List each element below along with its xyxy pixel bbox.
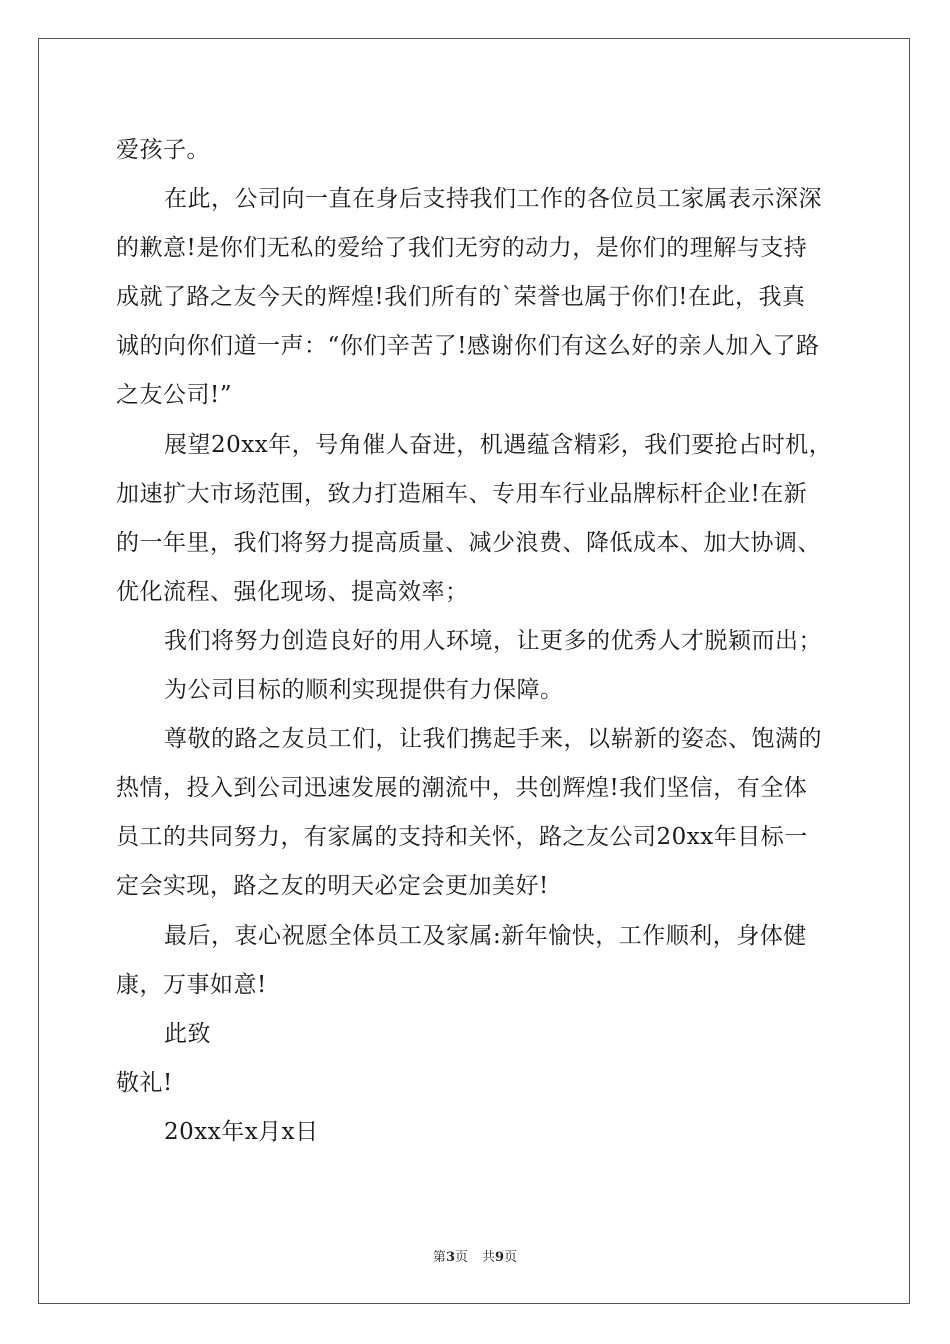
body-line: 定会实现，路之友的明天必定会更加美好! bbox=[116, 873, 549, 900]
body-line: 成就了路之友今天的辉煌!我们所有的`荣誉也属于你们!在此，我真 bbox=[116, 284, 806, 311]
closing-line: 此致 bbox=[164, 1020, 211, 1047]
total-suffix: 页 bbox=[504, 1250, 518, 1265]
body-line: 在此，公司向一直在身后支持我们工作的各位员工家属表示深深 bbox=[164, 186, 822, 213]
body-line: 最后，衷心祝愿全体员工及家属:新年愉快，工作顺利，身体健 bbox=[164, 922, 807, 949]
page-number: 3 bbox=[445, 1250, 455, 1265]
body-line: 诚的向你们道一声：“你们辛苦了!感谢你们有这么好的亲人加入了路 bbox=[116, 333, 820, 360]
body-line: 爱孩子。 bbox=[116, 137, 210, 163]
page-footer bbox=[0, 1246, 950, 1265]
body-line: 的歉意!是你们无私的爱给了我们无穷的动力，是你们的理解与支持 bbox=[116, 235, 808, 262]
letter-body bbox=[116, 126, 838, 1157]
date-line: 20xx年x月x日 bbox=[164, 1118, 319, 1145]
body-line: 热情，投入到公司迅速发展的潮流中，共创辉煌!我们坚信，有全体 bbox=[116, 775, 808, 802]
body-line: 之友公司!” bbox=[116, 382, 233, 409]
body-line: 优化流程、强化现场、提高效率； bbox=[116, 578, 469, 605]
body-line: 康，万事如意! bbox=[116, 971, 267, 998]
body-line: 我们将努力创造良好的用人环境，让更多的优秀人才脱颖而出； bbox=[164, 627, 822, 654]
body-line: 加速扩大市场范围，致力打造厢车、专用车行业品牌标杆企业!在新 bbox=[116, 480, 808, 507]
page-prefix: 第 bbox=[432, 1250, 446, 1265]
salutation-line: 敬礼! bbox=[116, 1069, 173, 1096]
total-prefix: 共 bbox=[482, 1250, 496, 1265]
body-line: 的一年里，我们将努力提高质量、减少浪费、降低成本、加大协调、 bbox=[116, 529, 821, 556]
page-suffix: 页 bbox=[454, 1250, 468, 1265]
body-line: 为公司目标的顺利实现提供有力保障。 bbox=[164, 677, 564, 704]
body-line: 展望20xx年，号角催人奋进，机遇蕴含精彩，我们要抢占时机， bbox=[164, 431, 833, 458]
body-line: 员工的共同努力，有家属的支持和关怀，路之友公司20xx年目标一 bbox=[116, 824, 808, 851]
total-pages: 9 bbox=[495, 1250, 505, 1265]
body-line: 尊敬的路之友员工们，让我们携起手来，以崭新的姿态、饱满的 bbox=[164, 726, 822, 753]
